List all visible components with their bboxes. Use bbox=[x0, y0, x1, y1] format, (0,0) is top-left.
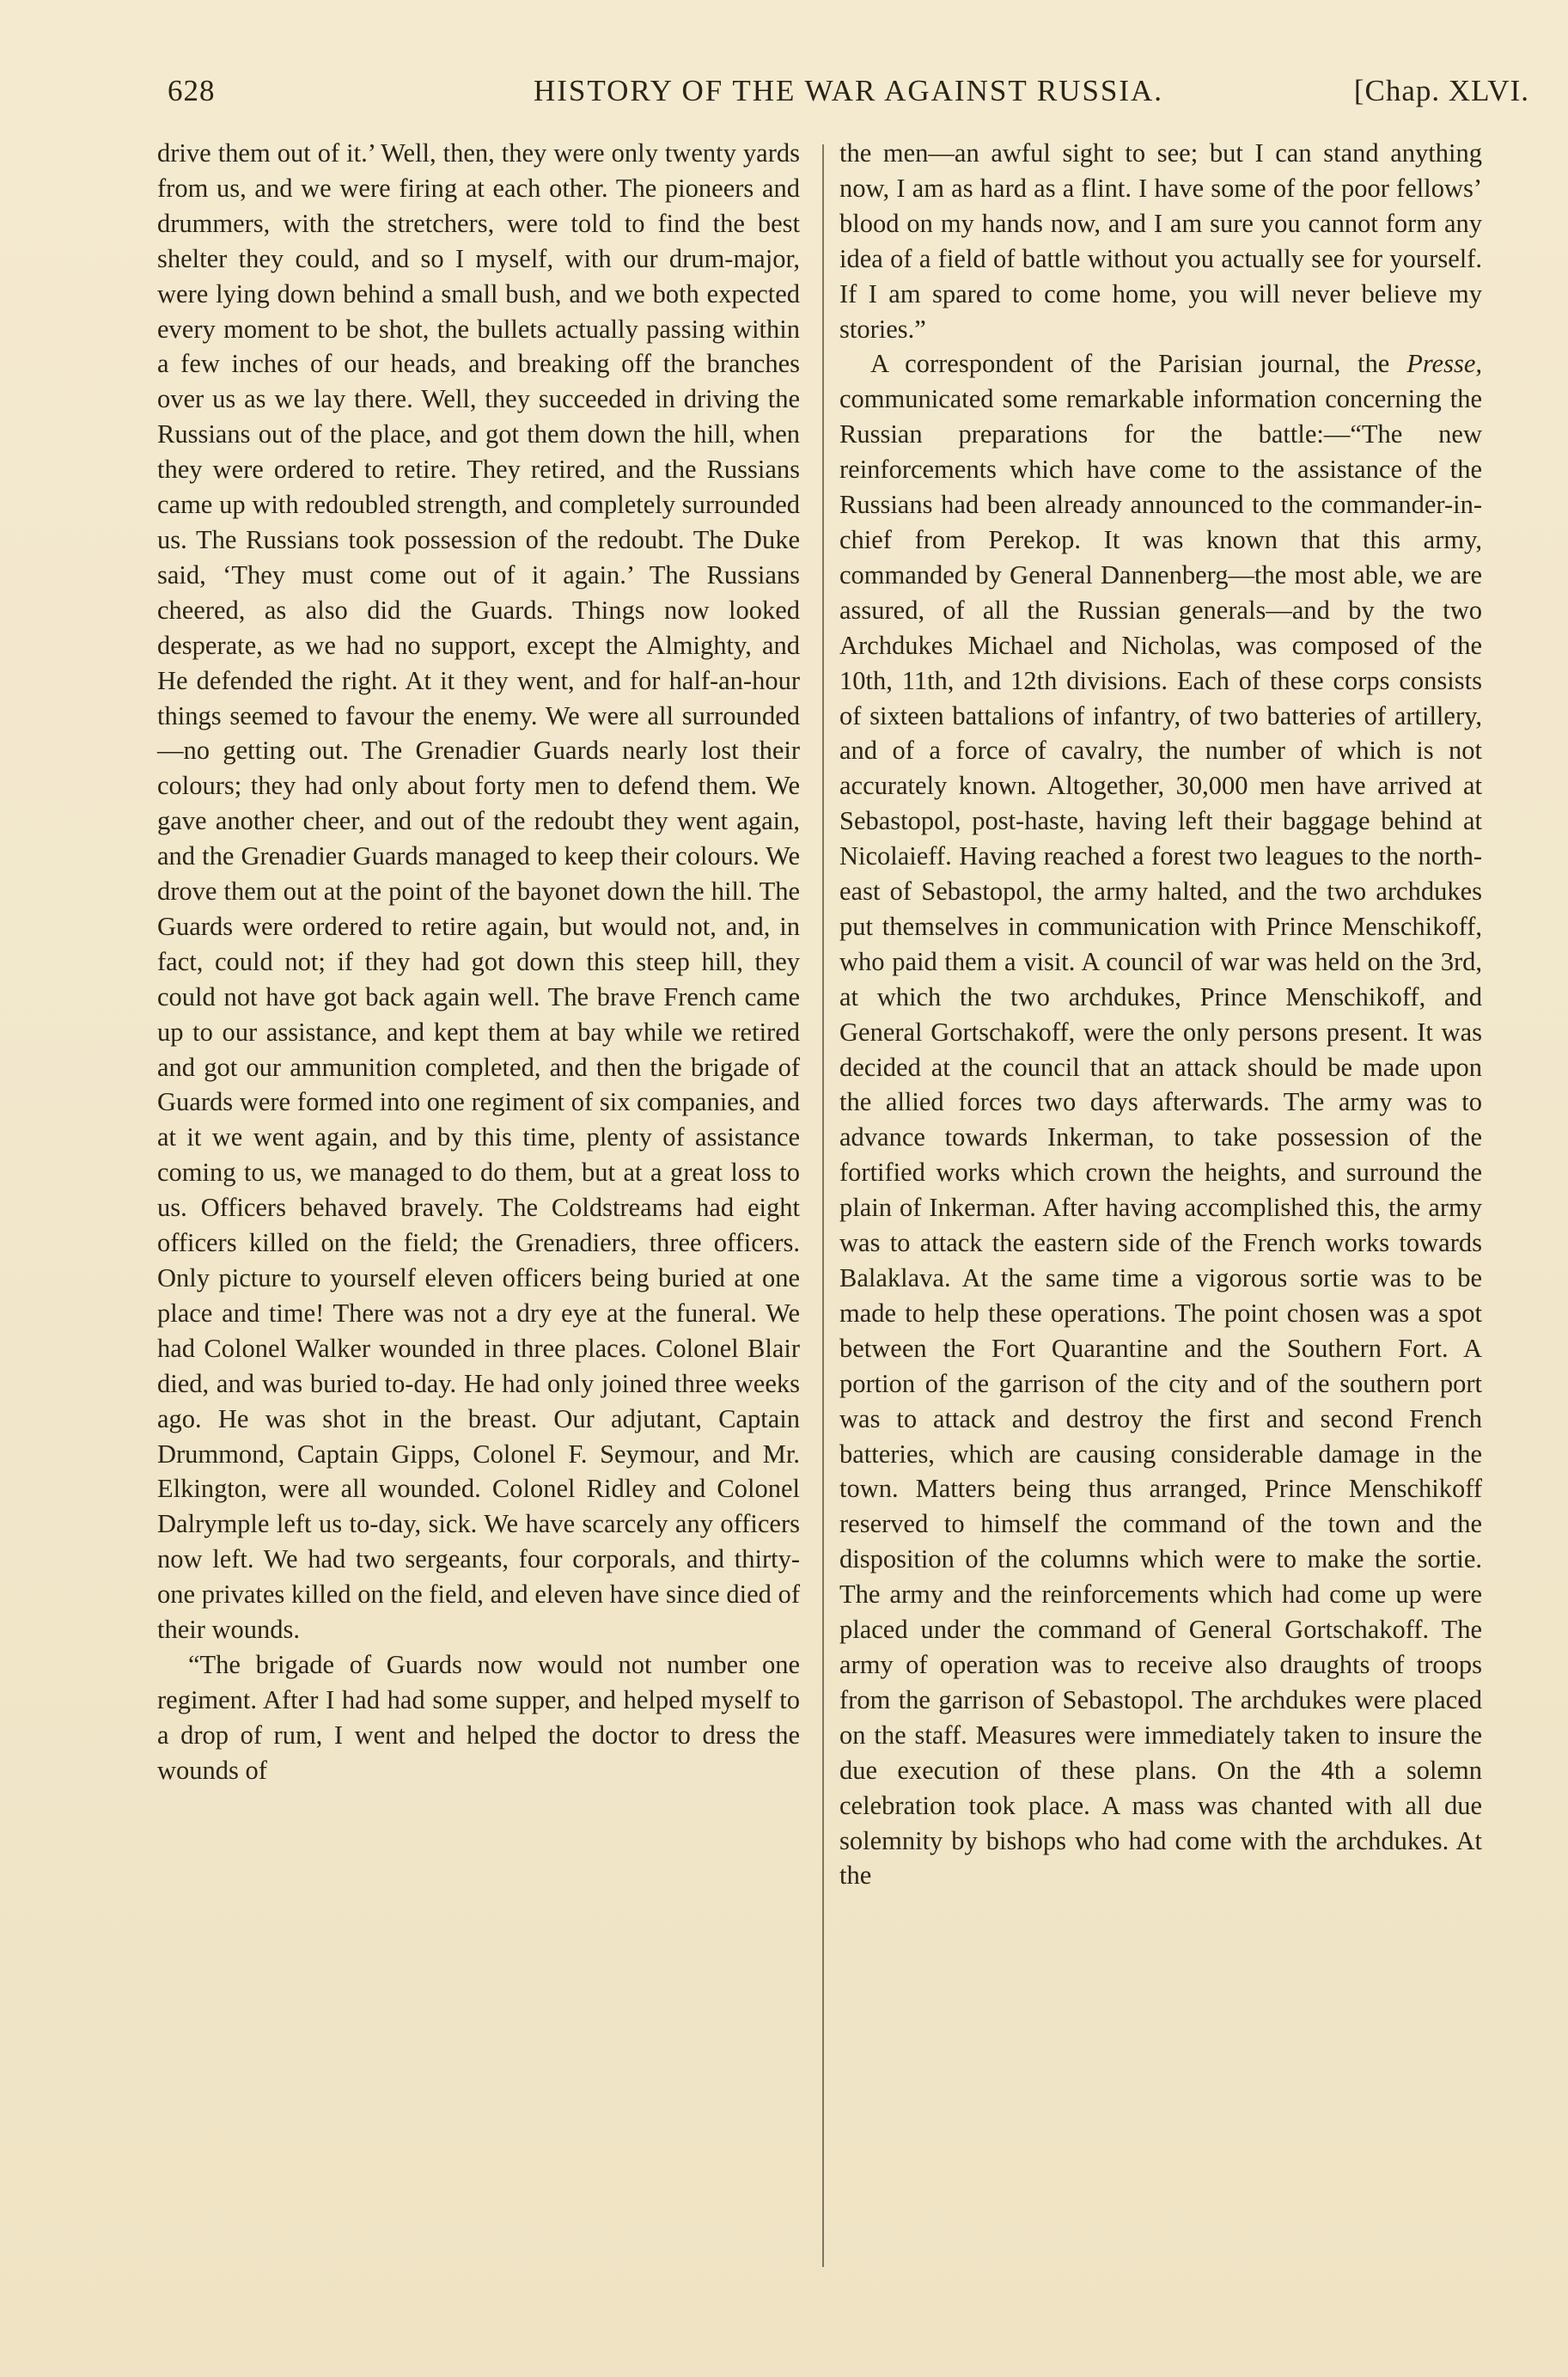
chapter-label: [Chap. XLVI. bbox=[1353, 74, 1529, 107]
column-divider bbox=[822, 144, 824, 2267]
right-paragraph-1: the men—an awful sight to see; but I can stand anything now, I am as hard as a flint. I have some of the poor fellows’ blood on my hands now, and I am sure you cannot form any idea of a field of battle without you actually see for yourself. If I am spared to come home, you will never believe my stories.” bbox=[839, 138, 1482, 344]
page-number: 628 bbox=[168, 74, 216, 107]
left-paragraph-1: drive them out of it.’ Well, then, they were only twenty yards from us, and we were firing at each other. The pioneers and drummers, with the stretchers, were told to find the best shelter they could, and so I myself, with our drum-major, were lying down behind a small bush, and we both expected every moment to be shot, the bullets actually passing within a few inches of our heads, and breaking off the branches over us as we lay there. Well, they succeeded in driving the Russians out of the place, and got them down the hill, when they were ordered to retire. They retired, and the Russians came up with redoubled strength, and completely surrounded us. The Russians took possession of the redoubt. The Duke said, ‘They must come out of it again.’ The Russians cheered, as also did the Guards. Things now looked desperate, as we had no support, except the Almighty, and He defended the right. At it they went, and for half-an-hour things seemed to favour the enemy. We were all surrounded—no getting out. The Grenadier Guards nearly lost their colours; they had only about forty men to defend them. We gave another cheer, and out of the redoubt they went again, and the Grenadier Guards managed to keep their colours. We drove them out at the point of the bayonet down the hill. The Guards were ordered to retire again, but would not, and, in fact, could not; if they had got down this steep hill, they could not have got back again well. The brave French came up to our assistance, and kept them at bay while we retired and got our ammunition completed, and then the brigade of Guards were formed into one regiment of six companies, and at it we went again, and by this time, plenty of assistance coming to us, we managed to do them, but at a great loss to us. Officers behaved bravely. The Coldstreams had eight officers killed on the field; the Grenadiers, three officers. Only picture to yourself eleven officers being buried at one place and time! There was not a dry eye at the funeral. We had Colonel Walker wounded in three places. Colonel Blair died, and was buried to-day. He had only joined three weeks ago. He was shot in the breast. Our adjutant, Captain Drummond, Captain Gipps, Colonel F. Seymour, and Mr. Elkington, were all wounded. Colonel Ridley and Colonel Dalrymple left us to-day, sick. We have scarcely any officers now left. We had two sergeants, four corporals, and thirty-one privates killed on the field, and eleven have since died of their wounds. bbox=[157, 138, 800, 1645]
right-paragraph-2-start: A correspondent of the Parisian journal, the bbox=[870, 349, 1407, 379]
left-column bbox=[157, 136, 800, 1788]
page-header bbox=[168, 74, 1529, 112]
running-title: HISTORY OF THE WAR AGAINST RUSSIA. bbox=[533, 74, 1164, 107]
right-paragraph-2-rest: communicated some remarkable information concerning the Russian preparations for the battle:—“The new reinforcements which have come to the assistance of the Russians had been already announced to the commander-in-chief from Perekop. It was known that this army, commanded by General Dannenberg—the most able, we are assured, of all the Russian generals—and by the two Archdukes Michael and Nicholas, was composed of the 10th, 11th, and 12th divisions. Each of these corps consists of sixteen battalions of infantry, of two batteries of artillery, and of a force of cavalry, the number of which is not accurately known. Altogether, 30,000 men have arrived at Sebastopol, post-haste, having left their baggage behind at Nicolaieff. Having reached a forest two leagues to the north-east of Sebastopol, the army halted, and the two archdukes put themselves in communication with Prince Menschikoff, who paid them a visit. A council of war was held on the 3rd, at which the two archdukes, Prince Menschikoff, and General Gortschakoff, were the only persons present. It was decided at the council that an attack should be made upon the allied forces two days afterwards. The army was to advance towards Inkerman, to take possession of the fortified works which crown the heights, and surround the plain of Inkerman. After having accomplished this, the army was to attack the eastern side of the French works towards Balaklava. At the same time a vigorous sortie was to be made to help these operations. The point chosen was a spot between the Fort Quarantine and the Southern Fort. A portion of the garrison of the city and of the southern port was to attack and destroy the first and second French batteries, which are causing considerable damage in the town. Matters being thus arranged, Prince Menschikoff reserved to himself the command of the town and the disposition of the columns which were to make the sortie. The army and the reinforcements which had come up were placed under the command of General Gortschakoff. The army of operation was to receive also draughts of troops from the garrison of Sebastopol. The archdukes were placed on the staff. Measures were immediately taken to insure the due execution of these plans. On the 4th a solemn celebration took place. A mass was chanted with all due solemnity by bishops who had come with the archdukes. At the bbox=[839, 384, 1482, 1891]
presse-journal-name: Presse, bbox=[1406, 349, 1482, 379]
left-paragraph-2: “The brigade of Guards now would not number one regiment. After I had had some supper, and helped myself to a drop of rum, I went and helped the doctor to dress the wounds of bbox=[157, 1649, 800, 1785]
right-column bbox=[839, 136, 1482, 1893]
right-paragraph-2 bbox=[839, 346, 1482, 1893]
